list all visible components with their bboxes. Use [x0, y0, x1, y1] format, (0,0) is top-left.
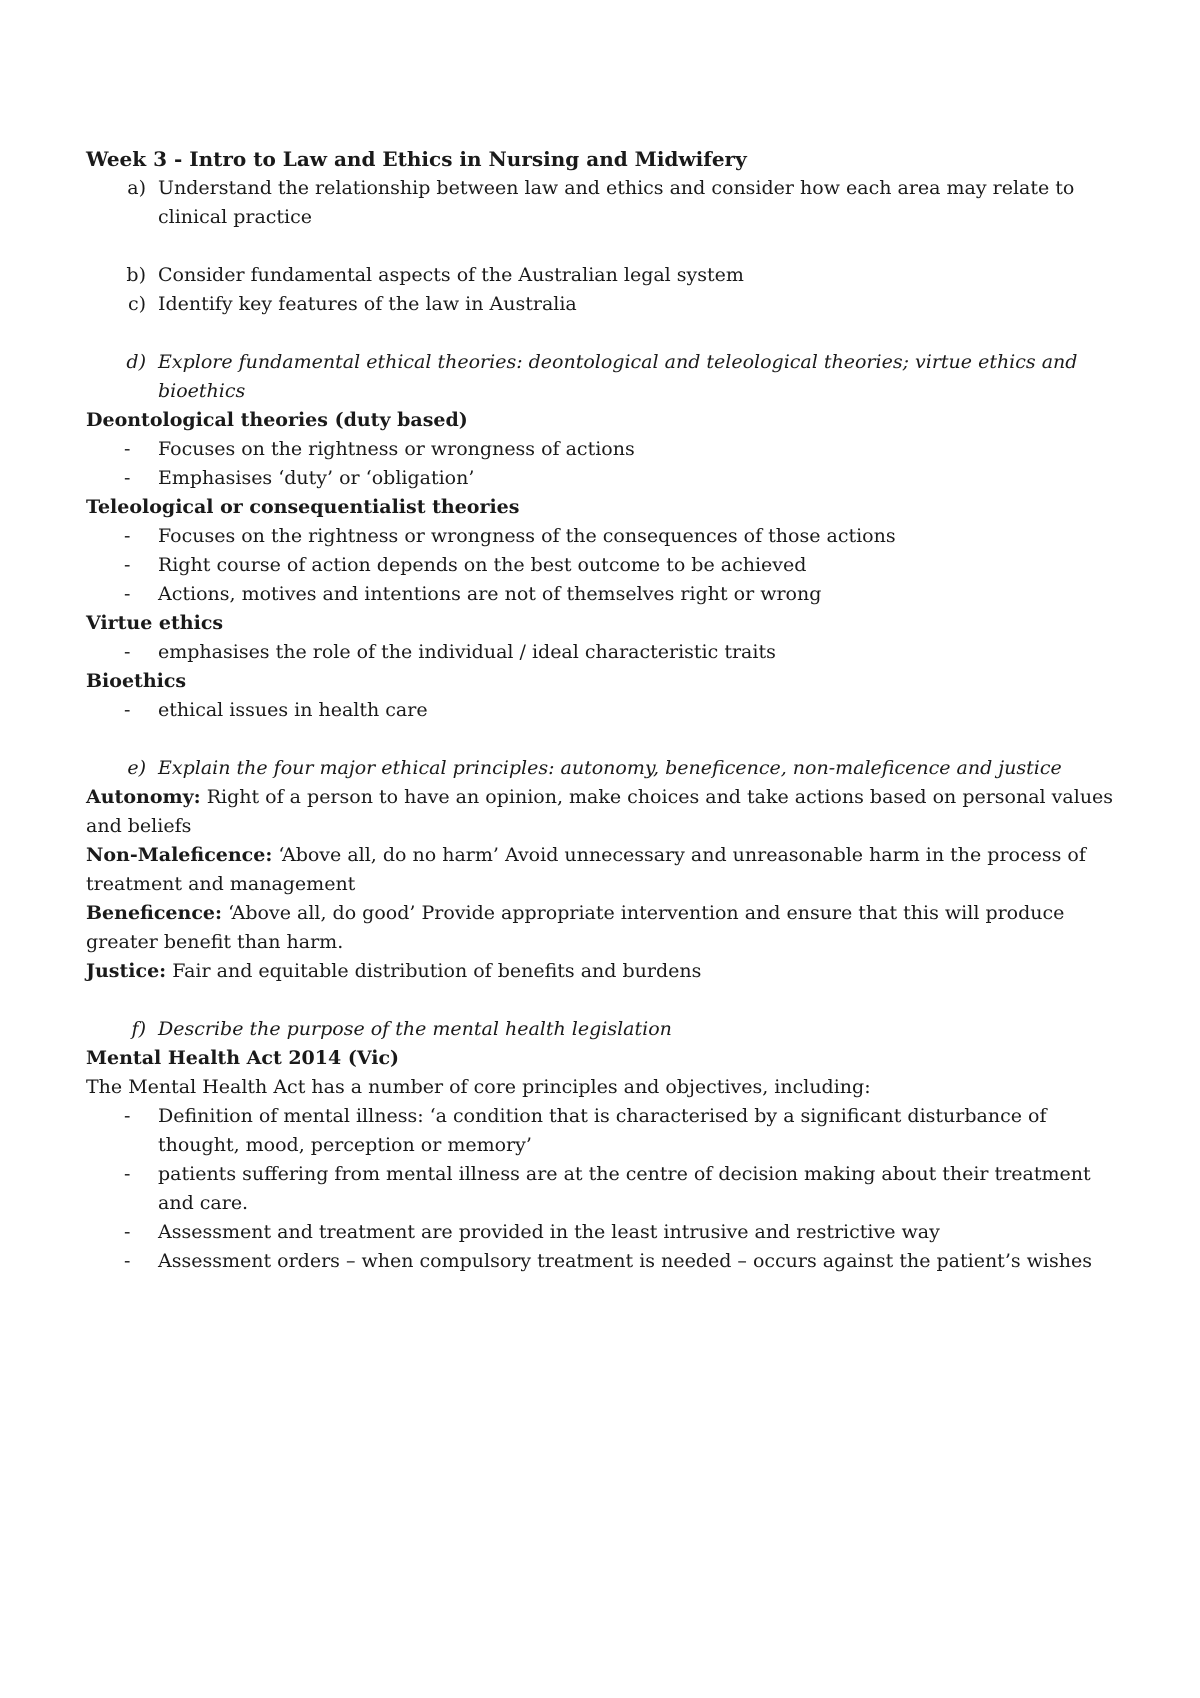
- bullet-item: [86, 464, 1126, 493]
- bullet-item: [86, 551, 1126, 580]
- objective-text: Explore fundamental ethical theories: deontological and teleological theories; virtue ethics and bioethics: [158, 351, 1078, 402]
- principle-term: Beneficence: [86, 902, 215, 924]
- principle-text: Right of a person to have an opinion, make choices and take actions based on personal values and beliefs: [86, 786, 1114, 837]
- bullet-text: Emphasises ‘duty’ or ‘obligation’: [158, 467, 475, 489]
- bullet-item: [86, 435, 1126, 464]
- objective-f: [86, 1015, 1126, 1044]
- objective-text: Identify key features of the law in Australia: [158, 293, 577, 315]
- bullet-text: ethical issues in health care: [158, 699, 428, 721]
- spacer: [86, 232, 1126, 261]
- bullet-item: [86, 1218, 1126, 1247]
- bullet-item: [86, 1160, 1126, 1218]
- objective-text: Consider fundamental aspects of the Australian legal system: [158, 264, 744, 286]
- principle-sep: :: [215, 902, 223, 924]
- dash-marker: -: [124, 1105, 131, 1127]
- bullet-text: Assessment and treatment are provided in the least intrusive and restrictive way: [158, 1221, 940, 1243]
- objective-text: Understand the relationship between law and ethics and consider how each area may relate to clinical practice: [158, 177, 1075, 228]
- section-heading: Mental Health Act 2014 (Vic): [86, 1047, 399, 1069]
- bullet-text: Focuses on the rightness or wrongness of actions: [158, 438, 635, 460]
- list-marker: b): [126, 264, 146, 286]
- dash-marker: -: [124, 699, 131, 721]
- dash-marker: -: [124, 1163, 131, 1185]
- bullet-item: [86, 1247, 1126, 1276]
- list-marker: d): [126, 351, 146, 373]
- spacer: [86, 986, 1126, 1015]
- list-marker: a): [127, 177, 146, 199]
- bullet-text: Right course of action depends on the best outcome to be achieved: [158, 554, 807, 576]
- bullet-item: [86, 638, 1126, 667]
- list-marker: f): [131, 1018, 146, 1040]
- principle-non-maleficence: [86, 841, 1126, 899]
- dash-marker: -: [124, 641, 131, 663]
- principle-term: Non-Maleficence: [86, 844, 266, 866]
- objective-text: Describe the purpose of the mental health legislation: [158, 1018, 672, 1040]
- objective-c: [86, 290, 1126, 319]
- document-body: [86, 145, 1126, 1276]
- principle-text: ‘Above all, do no harm’ Avoid unnecessary and unreasonable harm in the process of treatment and management: [86, 844, 1086, 895]
- bullet-item: [86, 1102, 1126, 1160]
- bullet-text: emphasises the role of the individual / ideal characteristic traits: [158, 641, 776, 663]
- dash-marker: -: [124, 583, 131, 605]
- bullet-text: Definition of mental illness: ‘a condition that is characterised by a significant disturbance of thought, mood, perception or memory’: [158, 1105, 1047, 1156]
- principle-beneficence: [86, 899, 1126, 957]
- objective-text: Explain the four major ethical principles: autonomy, beneficence, non-maleficence and justice: [158, 757, 1062, 779]
- principle-sep: :: [159, 960, 167, 982]
- principle-justice: [86, 957, 1126, 986]
- section-heading: Virtue ethics: [86, 612, 224, 634]
- section-heading: Deontological theories (duty based): [86, 409, 468, 431]
- dash-marker: -: [124, 554, 131, 576]
- list-marker: c): [127, 293, 146, 315]
- bullet-text: Assessment orders – when compulsory treatment is needed – occurs against the patient’s wishes: [158, 1250, 1092, 1272]
- dash-marker: -: [124, 1221, 131, 1243]
- bullet-item: [86, 522, 1126, 551]
- objective-a: [86, 174, 1126, 232]
- bullet-text: patients suffering from mental illness are at the centre of decision making about their treatment and care.: [158, 1163, 1091, 1214]
- objective-b: [86, 261, 1126, 290]
- spacer: [86, 725, 1126, 754]
- objective-d: [86, 348, 1126, 406]
- dash-marker: -: [124, 1250, 131, 1272]
- dash-marker: -: [124, 525, 131, 547]
- section-heading: Bioethics: [86, 670, 187, 692]
- bullet-item: [86, 696, 1126, 725]
- bullet-text: Actions, motives and intentions are not of themselves right or wrong: [158, 583, 822, 605]
- objective-e: [86, 754, 1126, 783]
- bullet-item: [86, 580, 1126, 609]
- dash-marker: -: [124, 438, 131, 460]
- principle-term: Autonomy: [86, 786, 194, 808]
- principle-term: Justice: [86, 960, 160, 982]
- principle-sep: :: [265, 844, 273, 866]
- bullet-text: Focuses on the rightness or wrongness of the consequences of those actions: [158, 525, 896, 547]
- principle-autonomy: [86, 783, 1126, 841]
- dash-marker: -: [124, 467, 131, 489]
- page-title: Week 3 - Intro to Law and Ethics in Nursing and Midwifery: [86, 147, 747, 171]
- section-heading: Teleological or consequentialist theories: [86, 496, 520, 518]
- principle-text: Fair and equitable distribution of benefits and burdens: [166, 960, 702, 982]
- principle-sep: :: [193, 786, 201, 808]
- list-marker: e): [127, 757, 146, 779]
- section-intro: The Mental Health Act has a number of core principles and objectives, including:: [86, 1076, 871, 1098]
- spacer: [86, 319, 1126, 348]
- principle-text: ‘Above all, do good’ Provide appropriate intervention and ensure that this will produce greater benefit than harm.: [86, 902, 1065, 953]
